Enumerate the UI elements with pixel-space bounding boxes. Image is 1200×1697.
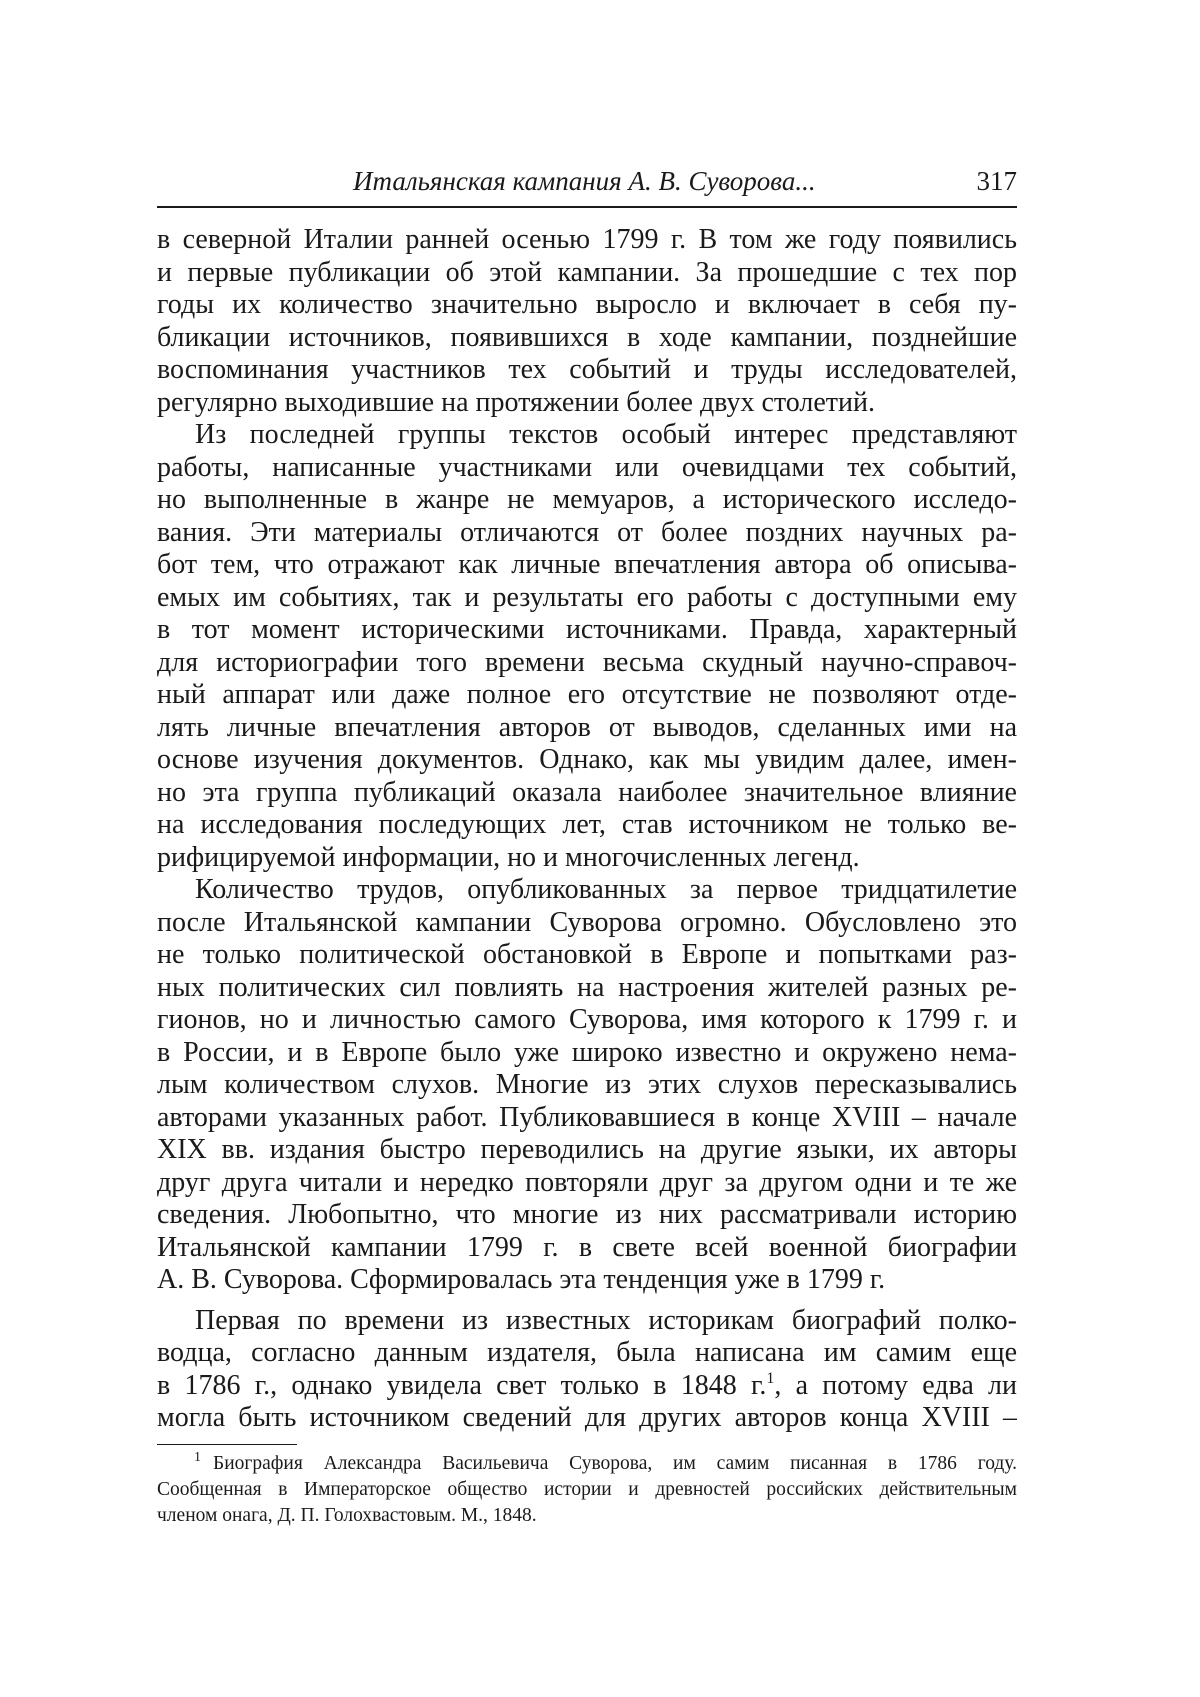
footnote-line [157,1451,1017,1477]
text-line: годы их количество значительно выросло и включает в себя пу- [157,289,1017,322]
text-line: Первая по времени из известных историкам биографий полко- [157,1305,1017,1338]
text-line: основе изучения документов. Однако, как мы увидим далее, имен- [157,744,1017,777]
text-line: бот тем, что отражают как личные впечатления автора об описыва- [157,549,1017,582]
footnote [157,1451,1017,1529]
text-line: ных политических сил повлиять на настроения жителей разных ре- [157,972,1017,1005]
text-line: в тот момент историческими источниками. Правда, характерный [157,614,1017,647]
text-line: емых им событиях, так и результаты его работы с доступными ему [157,582,1017,615]
text-segment: в 1786 г., однако увидела свет только в 1848 г. [157,1370,766,1401]
paragraph-4 [157,1305,1017,1435]
text-line: лять личные впечатления авторов от выводов, сделанных ими на [157,712,1017,745]
text-line: но выполненные в жанре не мемуаров, а исторического исследо- [157,484,1017,517]
running-header [157,160,1017,208]
body-text [157,224,1017,1435]
text-line: лым количеством слухов. Многие из этих слухов пересказывались [157,1069,1017,1102]
paragraph-2 [157,419,1017,874]
text-line: но эта группа публикаций оказала наиболее значительное влияние [157,777,1017,810]
text-line: Из последней группы текстов особый интерес представляют [157,419,1017,452]
text-line: могла быть источником сведений для других авторов конца XVIII – [157,1402,1017,1435]
text-line: работы, написанные участниками или очевидцами тех событий, [157,452,1017,485]
text-line: друг друга читали и нередко повторяли друг за другом одни и те же [157,1167,1017,1200]
text-segment: , а потому едва ли [774,1370,1017,1401]
footnote-marker: 1 [194,1451,201,1465]
footnote-divider [157,1444,297,1445]
text-line-with-note [157,1370,1017,1403]
text-line: после Итальянской кампании Суворова огромно. Обусловлено это [157,907,1017,940]
text-line: ный аппарат или даже полное его отсутствие не позволяют отде- [157,679,1017,712]
text-line: Итальянской кампании 1799 г. в свете всей военной биографии [157,1232,1017,1265]
book-page [157,160,1017,1529]
text-line: воспоминания участников тех событий и труды исследователей, [157,354,1017,387]
paragraph-1 [157,224,1017,419]
page-number: 317 [977,166,1018,197]
text-line: рифицируемой информации, но и многочисленных легенд. [157,842,1017,875]
text-line: вания. Эти материалы отличаются от более поздних научных ра- [157,517,1017,550]
text-line: регулярно выходившие на протяжении более двух столетий. [157,387,1017,420]
text-line: не только политической обстановкой в Европе и попытками раз- [157,939,1017,972]
text-line: в северной Италии ранней осенью 1799 г. В том же году появились [157,224,1017,257]
text-line: XIX вв. издания быстро переводились на другие языки, их авторы [157,1134,1017,1167]
paragraph-3 [157,874,1017,1297]
footnote-line: членом онага, Д. П. Голохвастовым. М., 1848. [157,1503,1017,1529]
text-line: гионов, но и личностью самого Суворова, имя которого к 1799 г. и [157,1004,1017,1037]
footnote-line: Сообщенная в Императорское общество истории и древностей российских действительным [157,1477,1017,1503]
text-line: Количество трудов, опубликованных за первое тридцатилетие [157,874,1017,907]
footnote-text: Биография Александра Васильевича Суворова, им самим писанная в 1786 году. [213,1453,1017,1474]
text-line: для историографии того времени весьма скудный научно-справоч- [157,647,1017,680]
footnote-reference[interactable]: 1 [766,1370,774,1387]
running-title: Итальянская кампания А. В. Суворова... [353,166,816,197]
text-line: А. В. Суворова. Сформировалась эта тенденция уже в 1799 г. [157,1264,1017,1297]
text-line: авторами указанных работ. Публиковавшиеся в конце XVIII – начале [157,1102,1017,1135]
text-line: в России, и в Европе было уже широко известно и окружено нема- [157,1037,1017,1070]
text-line: на исследования последующих лет, став источником не только ве- [157,809,1017,842]
text-line: сведения. Любопытно, что многие из них рассматривали историю [157,1199,1017,1232]
text-line: бликации источников, появившихся в ходе кампании, позднейшие [157,322,1017,355]
text-line: водца, согласно данным издателя, была написана им самим еще [157,1337,1017,1370]
text-line: и первые публикации об этой кампании. За прошедшие с тех пор [157,257,1017,290]
